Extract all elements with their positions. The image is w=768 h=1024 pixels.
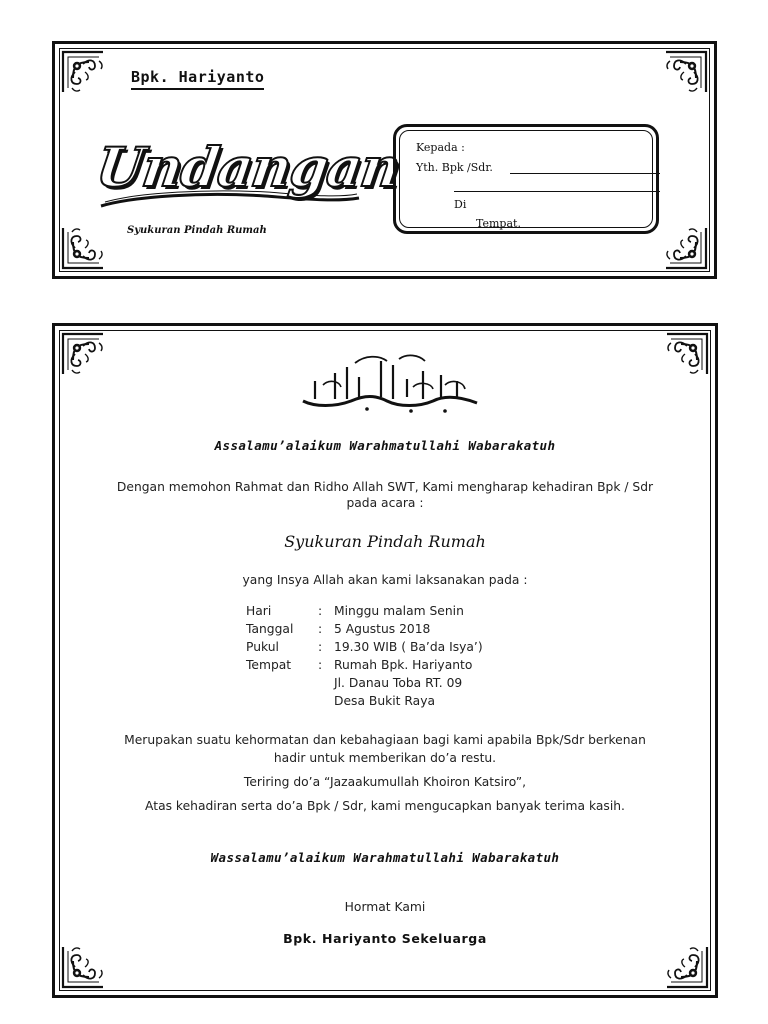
floral-corner-icon xyxy=(662,48,710,96)
opening-salam: Assalamu’alaikum Warahmatullahi Wabarakatuh xyxy=(214,438,556,453)
detail-row: Tempat : Rumah Bpk. Hariyanto xyxy=(246,658,473,672)
closing-salam: Wassalamu’alaikum Warahmatullahi Wabarakatuh xyxy=(210,850,560,865)
detail-row: Desa Bukit Raya xyxy=(334,694,436,708)
detail-row: Jl. Danau Toba RT. 09 xyxy=(334,676,463,690)
place-label: Tempat. xyxy=(476,217,521,230)
floral-corner-icon xyxy=(662,224,710,272)
recipient-name-line[interactable] xyxy=(510,173,660,174)
envelope-card xyxy=(52,41,717,279)
to-label: Kepada : xyxy=(416,141,465,154)
bismillah-calligraphy-icon xyxy=(295,351,485,417)
sender-name: Bpk. Hariyanto xyxy=(131,68,264,90)
floral-corner-icon xyxy=(59,943,107,991)
floral-corner-icon xyxy=(59,330,107,378)
closing-line-4: Atas kehadiran serta do’a Bpk / Sdr, kami mengucapkan banyak terima kasih. xyxy=(145,799,625,813)
lead-in-text: yang Insya Allah akan kami laksanakan pada : xyxy=(242,573,528,587)
invitation-letter-card xyxy=(52,323,718,998)
floral-corner-icon xyxy=(663,330,711,378)
closing-line-3: Teriring do’a “Jazaakumullah Khoiron Katsiro”, xyxy=(243,775,527,789)
detail-row: Pukul : 19.30 WIB ( Ba’da Isya’) xyxy=(246,640,483,654)
floral-corner-icon xyxy=(59,48,107,96)
envelope-subtitle: Syukuran Pindah Rumah xyxy=(127,225,267,236)
detail-row: Tanggal : 5 Agustus 2018 xyxy=(246,622,431,636)
intro-line-1: Dengan memohon Rahmat dan Ridho Allah SWT, Kami mengharap kehadiran Bpk / Sdr xyxy=(116,480,654,494)
sign-label: Hormat Kami xyxy=(344,900,426,914)
event-details xyxy=(246,602,483,710)
floral-corner-icon xyxy=(663,943,711,991)
di-label: Di xyxy=(454,198,467,211)
signer-name: Bpk. Hariyanto Sekeluarga xyxy=(283,931,487,946)
intro-line-2: pada acara : xyxy=(346,496,424,510)
event-title: Syukuran Pindah Rumah xyxy=(284,532,486,551)
floral-corner-icon xyxy=(59,224,107,272)
closing-line-2: hadir untuk memberikan do’a restu. xyxy=(273,751,497,765)
recipient-label: Yth. Bpk /Sdr. xyxy=(416,161,493,174)
address-box xyxy=(393,124,659,234)
recipient-name-line-2[interactable] xyxy=(454,191,660,192)
detail-row: Hari : Minggu malam Senin xyxy=(246,604,464,618)
invitation-title-art: Undangan xyxy=(92,135,404,199)
closing-line-1: Merupakan suatu kehormatan dan kebahagiaan bagi kami apabila Bpk/Sdr berkenan xyxy=(124,733,646,747)
